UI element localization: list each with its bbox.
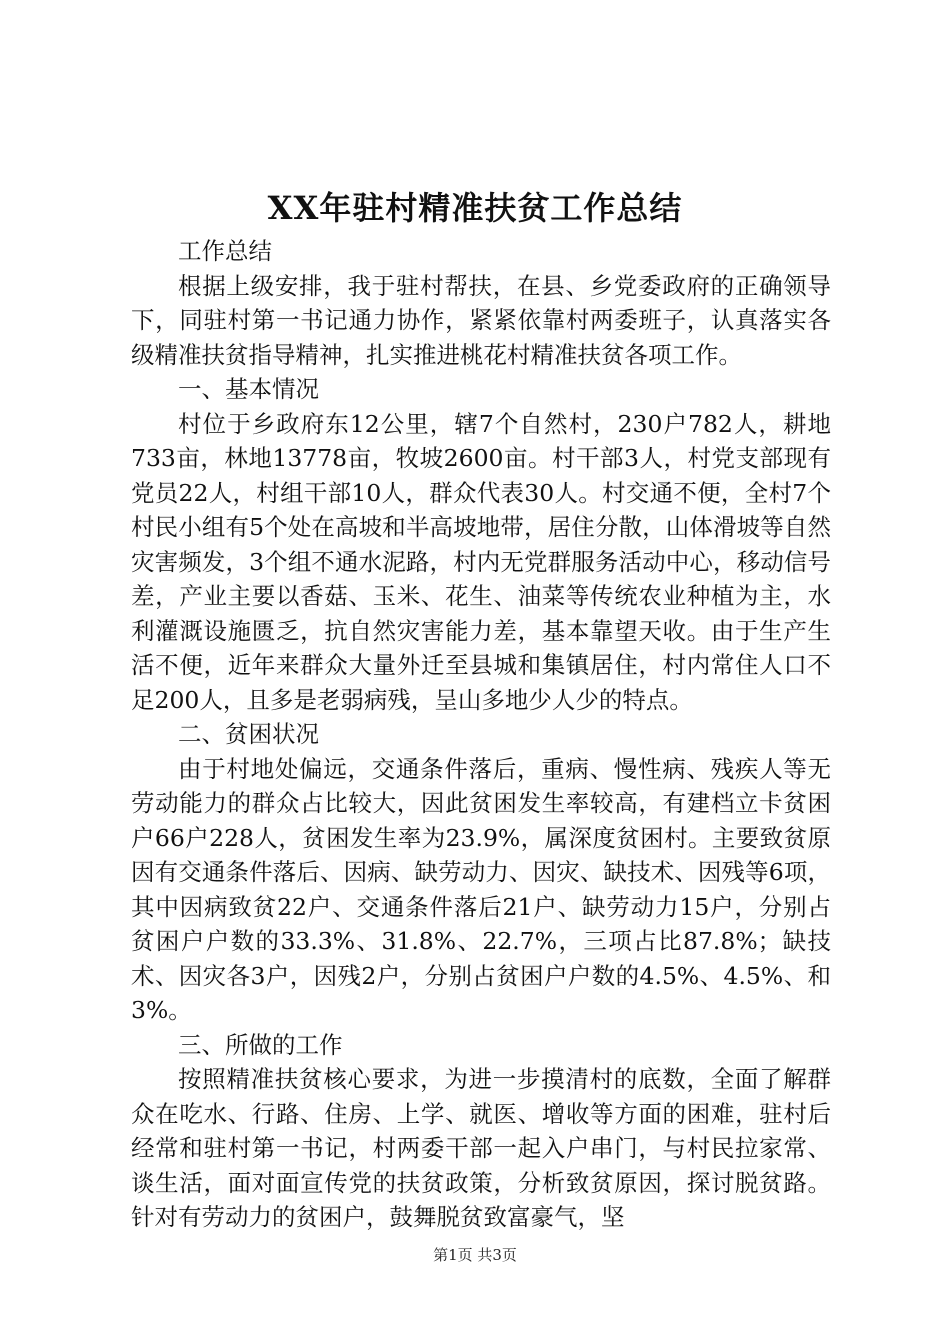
section-heading-basic-info: 一、基本情况 <box>178 375 319 403</box>
paragraph-intro-label: 工作总结 <box>178 237 272 265</box>
paragraph-poverty-status: 由于村地处偏远，交通条件落后，重病、慢性病、残疾人等无劳动能力的群众占比较大，因此贫困发生率较高，有建档立卡贫困户66户228人，贫困发生率为23.9%，属深度贫困村。主要致贫原因有交通条件落后、因病、缺劳动力、因灾、缺技术、因残等6项，其中因病致贫22户、交通条件落后21户、缺劳动力15户，分别占贫困户户数的33.3%、31.8%、22.7%，三项占比87.8%；缺技术、因灾各3户，因残2户，分别占贫困户户数的4.5%、4.5%、和3%。 <box>131 754 831 1024</box>
paragraph-intro: 根据上级安排，我于驻村帮扶，在县、乡党委政府的正确领导下，同驻村第一书记通力协作，紧紧依靠村两委班子，认真落实各级精准扶贫指导精神，扎实推进桃花村精准扶贫各项工作。 <box>131 271 831 369</box>
paragraph-work-done: 按照精准扶贫核心要求，为进一步摸清村的底数，全面了解群众在吃水、行路、住房、上学、就医、增收等方面的困难，驻村后经常和驻村第一书记，村两委干部一起入户串门，与村民拉家常、谈生活，面对面宣传党的扶贫政策，分析致贫原因，探讨脱贫路。针对有劳动力的贫困户，鼓舞脱贫致富豪气，坚 <box>131 1065 831 1231</box>
document-body <box>131 234 831 1235</box>
document-title: XX年驻村精准扶贫工作总结 <box>267 189 683 227</box>
section-heading-work-done: 三、所做的工作 <box>178 1030 343 1059</box>
paragraph-basic-info: 村位于乡政府东12公里，辖7个自然村，230户782人，耕地733亩，林地13778亩，牧坡2600亩。村干部3人，村党支部现有党员22人，村组干部10人，群众代表30人。村交通不便，全村7个村民小组有5个处在高坡和半高坡地带，居住分散，山体滑坡等自然灾害频发，3个组不通水泥路，村内无党群服务活动中心，移动信号差，产业主要以香菇、玉米、花生、油菜等传统农业种植为主，水利灌溉设施匮乏，抗自然灾害能力差，基本靠望天收。由于生产生活不便，近年来群众大量外迁至县城和集镇居住，村内常住人口不足200人，且多是老弱病残，呈山多地少人少的特点。 <box>131 409 831 714</box>
section-heading-poverty-status: 二、贫困状况 <box>178 720 319 748</box>
page-number-footer: 第1页 共3页 <box>433 1246 517 1264</box>
